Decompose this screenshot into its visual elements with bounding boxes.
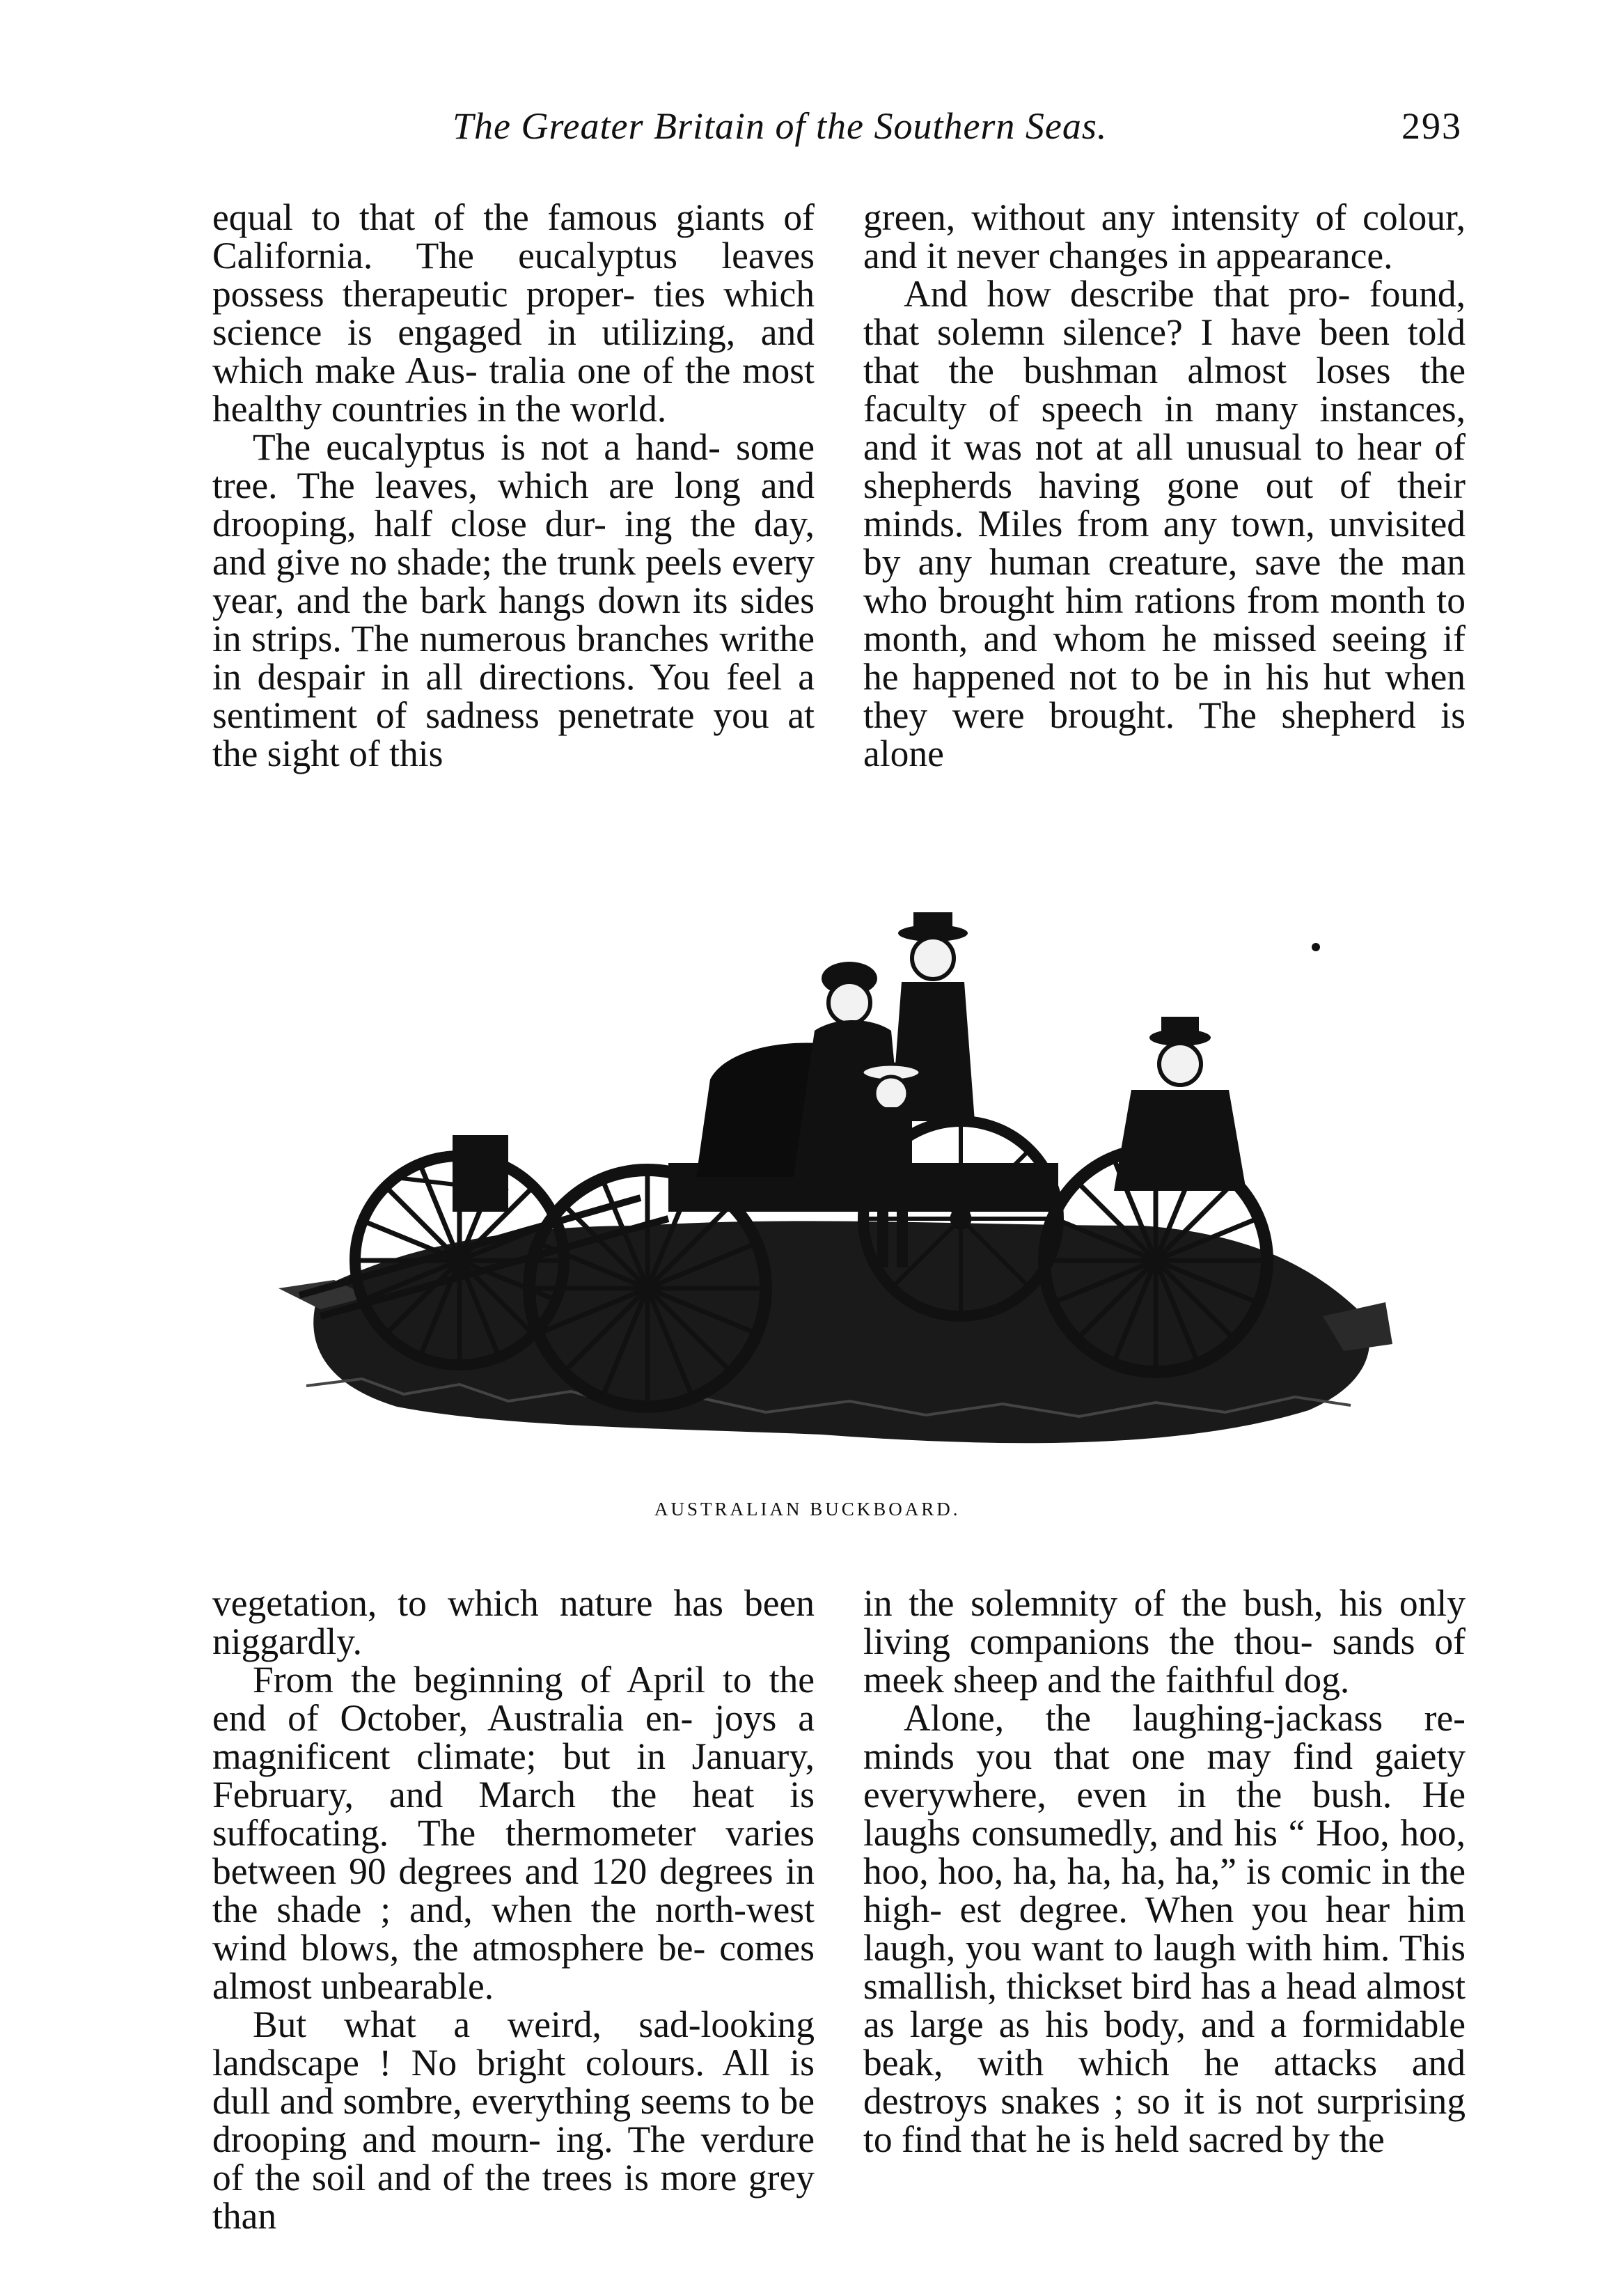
paragraph: Alone, the laughing-jackass re- minds you that one may find gaiety everywhere, even in the bush. He laughs consumedly, and his “ Hoo, hoo, hoo, hoo, ha, ha, ha, ha,” is comic in the high- est degree. When you hear him laugh, you want to laugh with him. This smallish, thickset bird has a head almost as large as his body, and a formidable beak, with which he attacks and destroys snakes ; so it is not surprising to find that he is held sacred by the — [863, 1697, 1466, 2160]
figure-caption: AUSTRALIAN BUCKBOARD. — [654, 1499, 961, 1520]
column-bottom-right — [863, 1584, 1466, 2159]
running-head — [453, 104, 1462, 153]
paragraph: And how describe that pro- found, that solemn silence? I have been told that the bushman almost loses the faculty of speech in many instances, and it was not at all unusual to hear of shepherds having gone out of their minds. Miles from any town, unvisited by any human creature, save the man who brought him rations from month to month, and whom he missed seeing if he happened not to be in his hut when they were brought. The shepherd is alone — [863, 273, 1466, 774]
paragraph: But what a weird, sad-looking landscape ! No bright colours. All is dull and sombre, everything seems to be drooping and mourn- ing. The verdure of the soil and of the trees is more grey than — [212, 2004, 815, 2237]
figure-man — [1114, 1017, 1246, 1191]
paragraph: equal to that of the famous giants of California. The eucalyptus leaves possess therapeutic proper- ties which science is engaged in utilizing, and which make Aus- tralia one of the most healthy countries in the world. — [212, 196, 815, 430]
paragraph: The eucalyptus is not a hand- some tree. The leaves, which are long and drooping, half close dur- ing the day, and give no shade; the trunk peels every year, and the bark hangs down its sides in strips. The numerous branches writhe in despair in all directions. You feel a sentiment of sadness penetrate you at the sight of this — [212, 426, 815, 774]
page-number: 293 — [1401, 105, 1462, 147]
paragraph: From the beginning of April to the end of October, Australia en- joys a magnificent climate; but in January, February, and March the heat is suffocating. The thermometer varies between 90 degrees and 120 degrees in the shade ; and, when the north-west wind blows, the atmosphere be- comes almost unbearable. — [212, 1659, 815, 2007]
column-bottom-left — [212, 1584, 815, 2235]
column-top-right — [863, 198, 1466, 773]
running-title: The Greater Britain of the Southern Seas. — [453, 105, 1108, 147]
paragraph: green, without any intensity of colour, and it never changes in appearance. — [863, 196, 1466, 276]
paragraph: in the solemnity of the bush, his only living companions the thou- sands of meek sheep and the faithful dog. — [863, 1582, 1466, 1701]
column-top-left — [212, 198, 815, 773]
buckboard-illustration — [278, 898, 1392, 1483]
paragraph: vegetation, to which nature has been niggardly. — [212, 1582, 815, 1662]
